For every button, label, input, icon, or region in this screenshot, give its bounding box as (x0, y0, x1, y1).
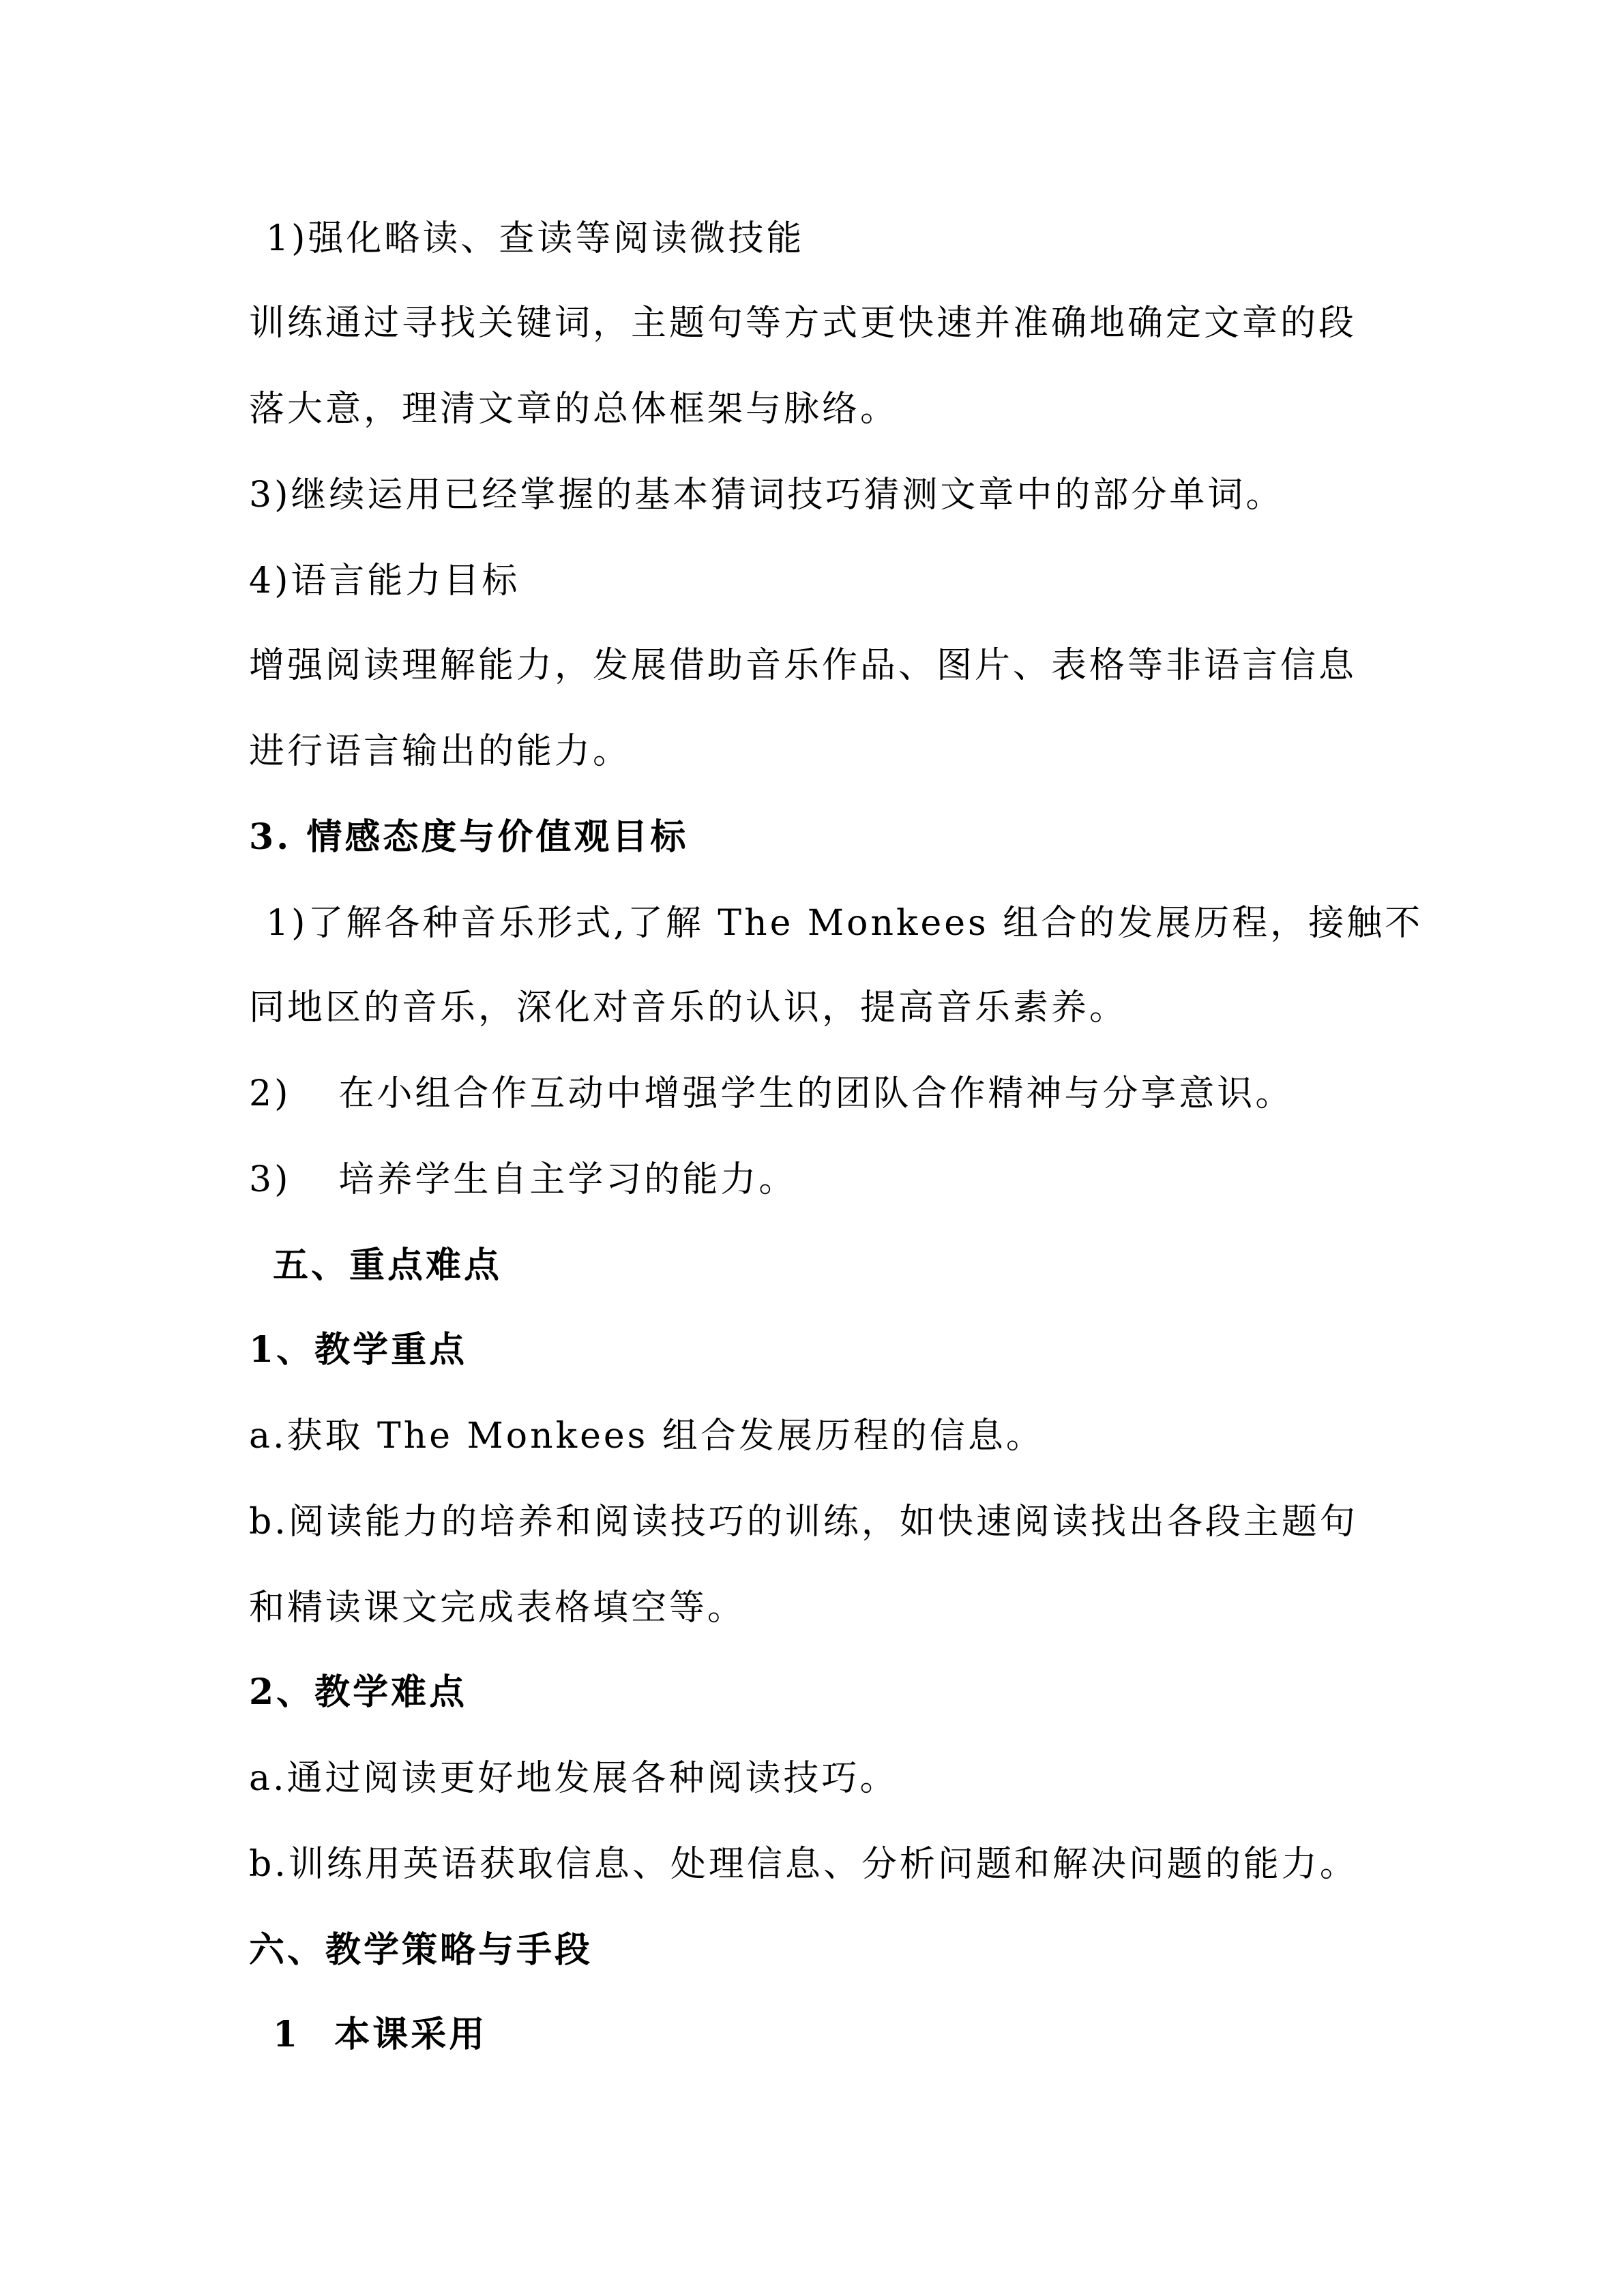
list-marker: 2) (249, 1073, 291, 1114)
paragraph-line: 落大意，理清文章的总体框架与脉络。 (249, 389, 899, 430)
section-heading-strategy: 六、教学策略与手段 (249, 1929, 593, 1971)
list-marker: 1 (273, 2014, 301, 2055)
paragraph-line: 增强阅读理解能力，发展借助音乐作品、图片、表格等非语言信息 (249, 645, 1357, 686)
list-text: 培养学生自主学习的能力。 (338, 1159, 797, 1200)
list-text: 在小组合作互动中增强学生的团队合作精神与分享意识。 (338, 1073, 1294, 1114)
list-item-b: b.训练用英语获取信息、处理信息、分析问题和解决问题的能力。 (249, 1844, 1358, 1885)
list-text: 本课采用 (334, 2014, 488, 2055)
subheading-this-lesson (273, 2013, 487, 2057)
list-marker: 3) (249, 1159, 291, 1200)
subheading-teaching-focus: 1、教学重点 (249, 1329, 468, 1371)
section-heading-key-points: 五、重点难点 (273, 1244, 503, 1286)
paragraph-line: 同地区的音乐，深化对音乐的认识，提高音乐素养。 (249, 987, 1128, 1028)
list-item-skimming: 1)强化略读、查读等阅读微技能 (266, 218, 805, 259)
list-item-a: a.获取 The Monkees 组合发展历程的信息。 (249, 1416, 1044, 1457)
paragraph-line: 进行语言输出的能力。 (249, 731, 632, 772)
list-item-b: b.阅读能力的培养和阅读技巧的训练，如快速阅读找出各段主题句 (249, 1502, 1358, 1542)
subheading-teaching-difficulty: 2、教学难点 (249, 1671, 468, 1713)
section-heading-emotion: 3. 情感态度与价值观目标 (249, 816, 689, 858)
paragraph-line: 训练通过寻找关键词，主题句等方式更快速并准确地确定文章的段 (249, 303, 1357, 344)
list-item-teamwork (249, 1072, 1293, 1116)
list-item-a: a.通过阅读更好地发展各种阅读技巧。 (249, 1758, 898, 1799)
list-item-self-study (249, 1158, 797, 1202)
paragraph-line: 和精读课文完成表格填空等。 (249, 1587, 746, 1628)
list-item-music-forms: 1)了解各种音乐形式,了解 The Monkees 组合的发展历程，接触不 (266, 903, 1423, 944)
list-item-language-ability: 4)语言能力目标 (249, 561, 520, 601)
list-item-guess-words: 3)继续运用已经掌握的基本猜词技巧猜测文章中的部分单词。 (249, 475, 1284, 516)
